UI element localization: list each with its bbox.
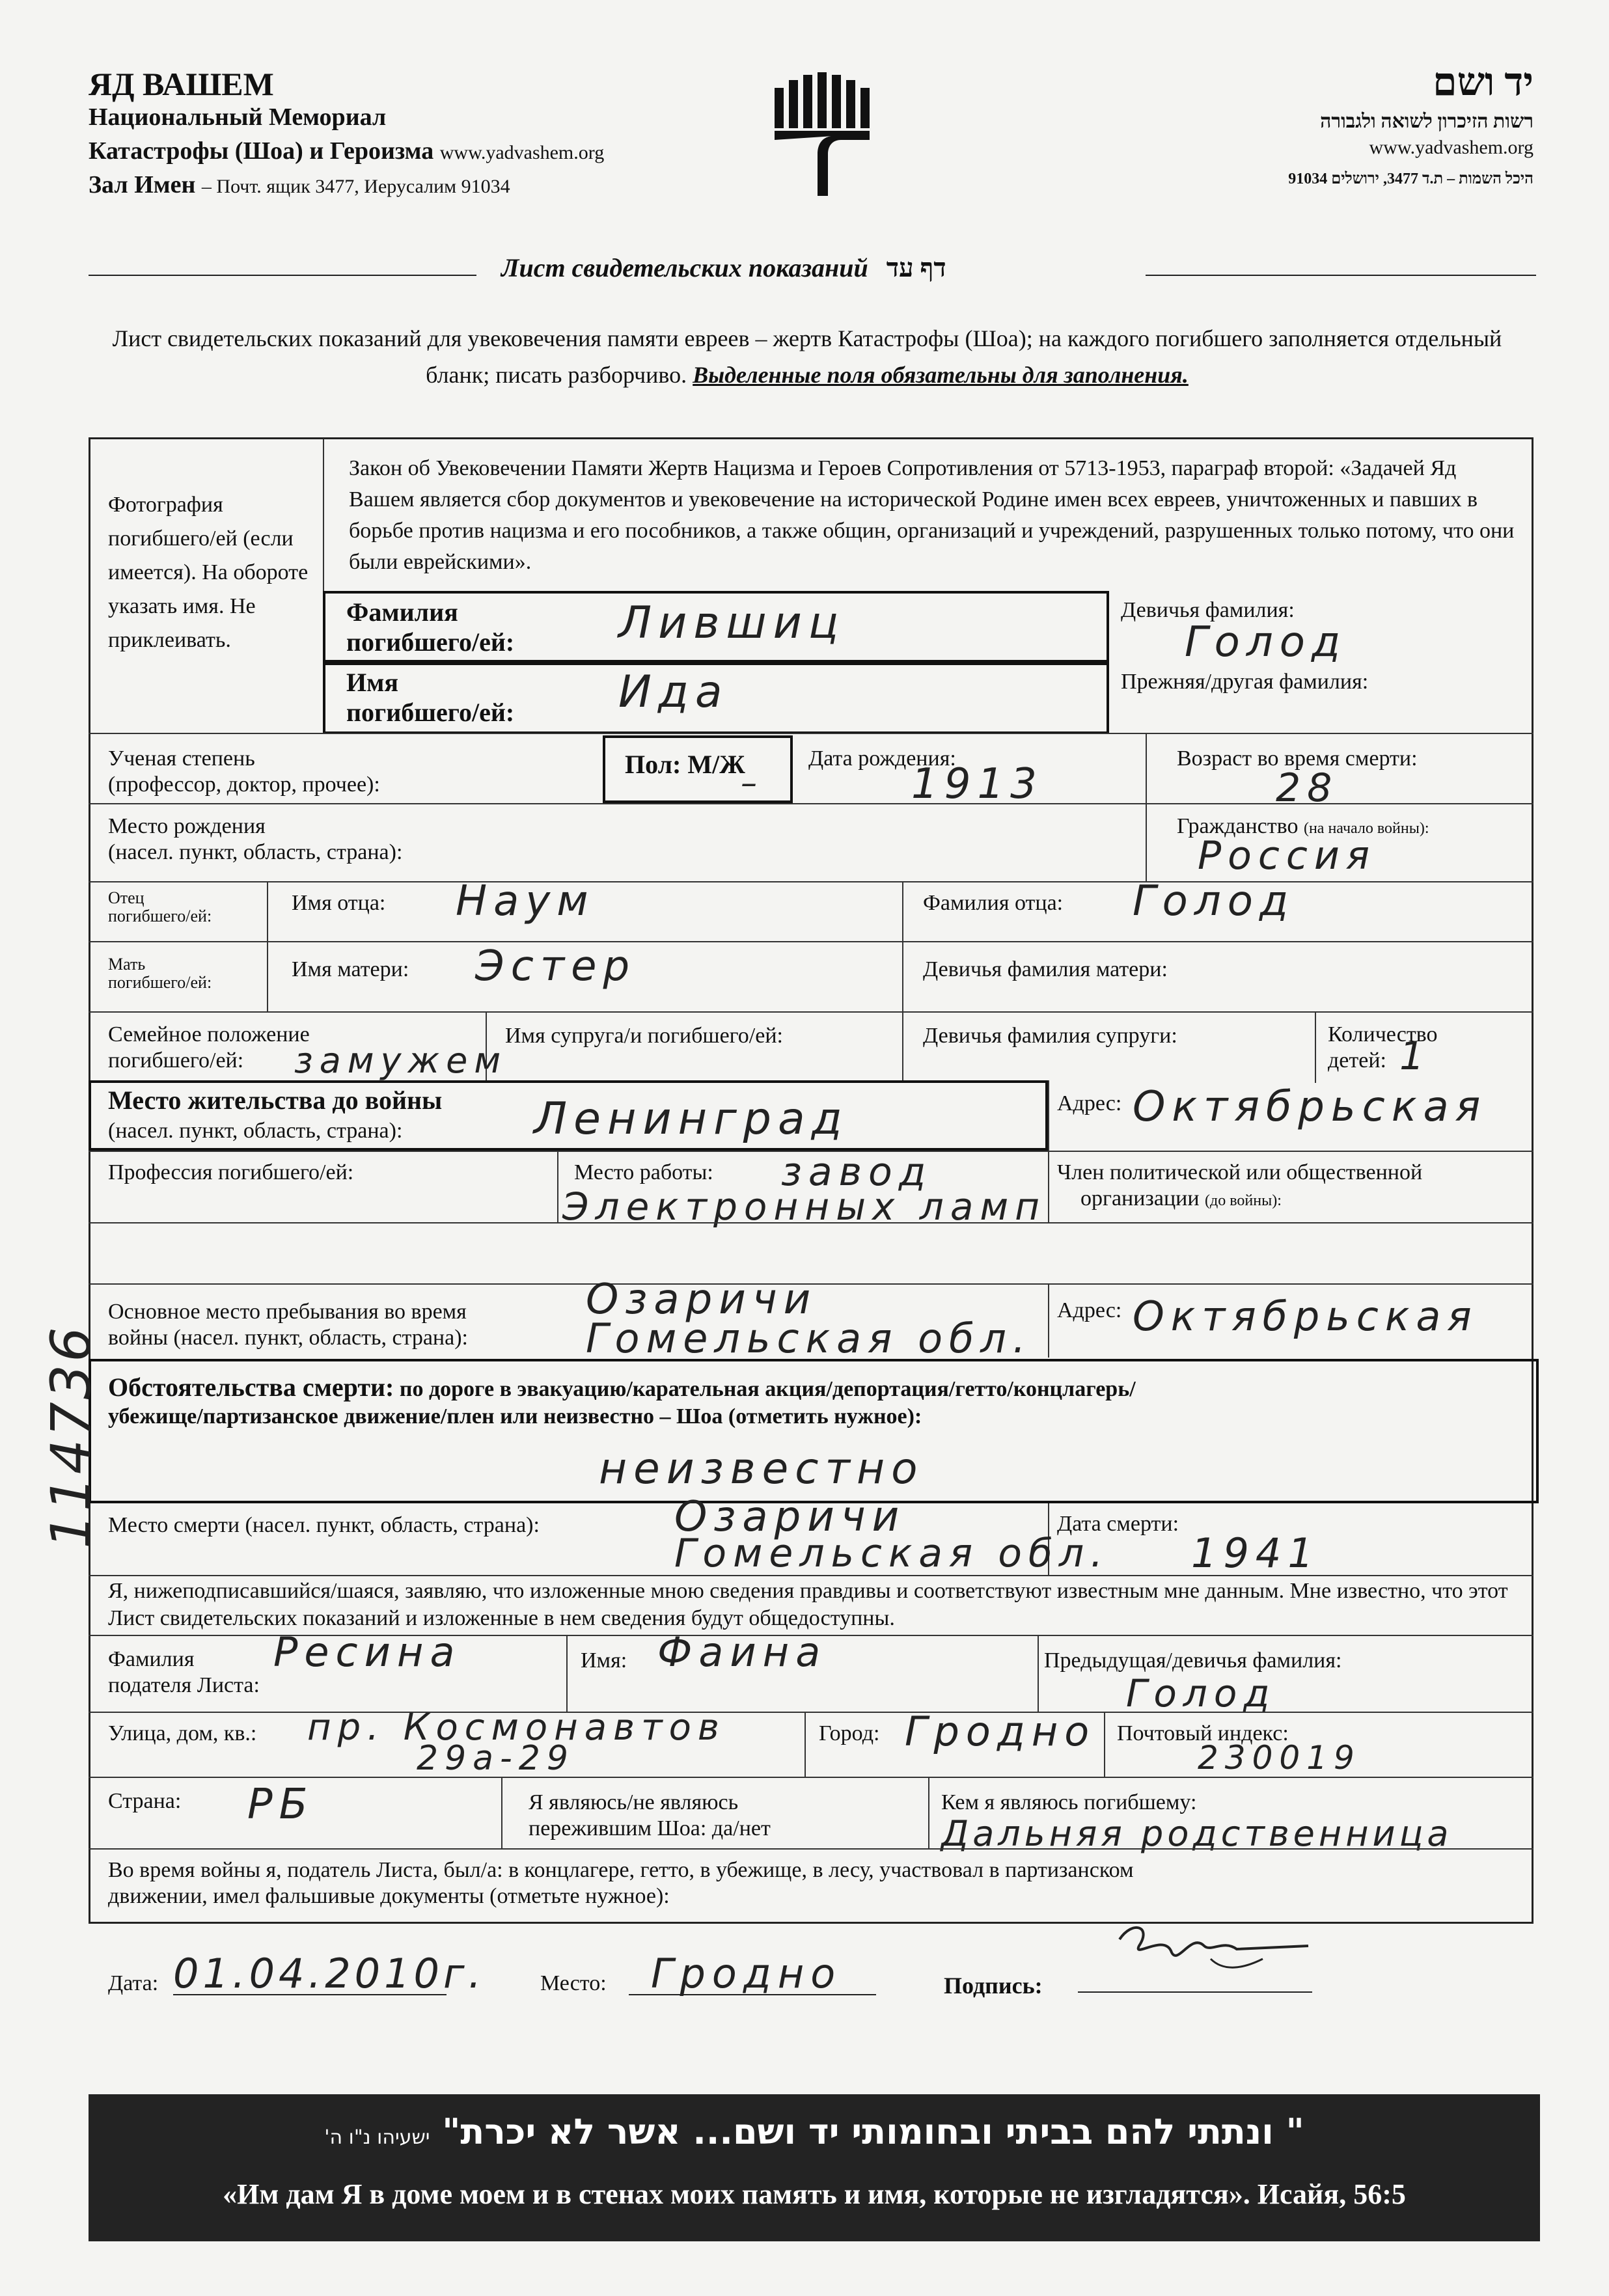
footer-quote-bar <box>89 2094 1540 2241</box>
spouse-name-label: Имя супруга/и погибшего/ей: <box>505 1024 783 1048</box>
birth-date-label: Дата рождения: <box>808 746 956 771</box>
surname-value[interactable]: Лившиц <box>618 597 846 649</box>
other-surname-label: Прежняя/другая фамилия: <box>1121 670 1369 694</box>
title-rule-right <box>1146 275 1536 276</box>
membership-org: организации <box>1080 1186 1200 1210</box>
footer-quote-he <box>89 2111 1540 2152</box>
org-line-3-ru <box>89 171 510 199</box>
col-divider <box>501 1777 502 1848</box>
date-value[interactable]: 01.04.2010г. <box>173 1950 486 1997</box>
submitter-wartime-label: Во время войны я, податель Листа, был/а: в концлагере, гетто, в убежище, в лесу, участвовал в партизанском <box>108 1858 1134 1882</box>
wartime-label-2: войны (насел. пункт, область, страна): <box>108 1326 468 1350</box>
father-name-label: Имя отца: <box>292 891 386 915</box>
place-label: Место: <box>540 1971 607 1995</box>
col-divider <box>1038 1635 1039 1712</box>
sex-mark[interactable]: – <box>741 764 763 802</box>
hall-of-names-label: Зал Имен <box>89 171 196 198</box>
mother-name-value[interactable]: Эстер <box>475 942 637 991</box>
submitter-surname-label-2: подателя Листа: <box>108 1673 260 1697</box>
document-title-he: דף עד <box>886 253 946 282</box>
father-surname-label: Фамилия отца: <box>923 891 1064 915</box>
date-line <box>173 1994 447 1995</box>
surname-label-2: погибшего/ей: <box>346 627 515 657</box>
city-label: Город: <box>819 1721 880 1745</box>
children-label-2: детей: <box>1328 1048 1386 1073</box>
col-divider <box>804 1712 806 1777</box>
row-divider <box>89 803 1533 804</box>
citizenship-label-text: Гражданство <box>1177 814 1299 838</box>
row-divider <box>89 1222 1533 1223</box>
citizenship-value[interactable]: Россия <box>1198 833 1376 879</box>
street-value-2[interactable]: 29а-29 <box>417 1739 575 1778</box>
org-title-he: יד ושם <box>1433 61 1533 103</box>
col-divider <box>1104 1712 1105 1777</box>
membership-label-2 <box>1080 1186 1282 1214</box>
workplace-value-2[interactable]: Электронных ламп <box>562 1184 1047 1229</box>
age-death-label: Возраст во время смерти: <box>1177 746 1418 771</box>
circumstances-label: Обстоятельства смерти: <box>108 1373 394 1402</box>
org-address-he: היכל השמות – ת.ד 3477, ירושלים 91034 <box>1288 171 1533 187</box>
degree-label-2: (профессор, доктор, прочее): <box>108 772 380 797</box>
city-value[interactable]: Гродно <box>905 1708 1096 1755</box>
intro-text <box>104 320 1510 393</box>
marital-value[interactable]: замужем <box>294 1040 508 1081</box>
submitter-surname-label: Фамилия <box>108 1647 195 1671</box>
row-divider <box>89 881 1533 882</box>
row-divider <box>89 1011 1533 1013</box>
col-divider <box>1146 803 1147 881</box>
col-divider <box>1048 1283 1049 1358</box>
col-divider <box>1048 1080 1049 1222</box>
death-date-label: Дата смерти: <box>1057 1512 1179 1536</box>
row-divider <box>89 733 1533 734</box>
first-name-label: Имя <box>346 668 398 697</box>
mother-label-2: погибшего/ей: <box>108 973 212 992</box>
document-title <box>501 253 946 283</box>
father-name-value[interactable]: Наум <box>456 877 595 925</box>
residence-label: Место жительства до войны <box>108 1086 443 1115</box>
degree-label: Ученая степень <box>108 746 255 771</box>
survivor-options[interactable]: да/нет <box>711 1816 771 1840</box>
marital-label: Семейное положение <box>108 1022 310 1046</box>
residence-value[interactable]: Ленинград <box>534 1093 849 1145</box>
org-line-1-ru: Национальный Мемориал <box>89 103 387 131</box>
spouse-maiden-label: Девичья фамилия супруги: <box>923 1024 1177 1048</box>
surname-label: Фамилия <box>346 597 458 627</box>
circumstances-options-2: убежище/партизанское движение/плен или неизвестно – Шоа (отметить нужное): <box>108 1404 922 1428</box>
country-label: Страна: <box>108 1789 182 1813</box>
col-divider <box>566 1635 568 1712</box>
birth-place-label-2: (насел. пункт, область, страна): <box>108 840 403 864</box>
birth-date-value[interactable]: 1913 <box>911 760 1043 808</box>
country-value[interactable]: РБ <box>247 1781 314 1829</box>
org-subtitle-he: רשות הזיכרון לשואה ולגבורה <box>1320 111 1533 132</box>
father-label: Отец <box>108 888 144 907</box>
intro-emphasis: Выделенные поля обязательны для заполнения. <box>693 362 1189 388</box>
birth-place-label: Место рождения <box>108 814 266 838</box>
col-divider <box>1146 733 1147 803</box>
zip-label: Почтовый индекс: <box>1117 1721 1289 1745</box>
mother-label: Мать <box>108 955 146 974</box>
street-label: Улица, дом, кв.: <box>108 1721 257 1745</box>
org-url-ru: www.yadvashem.org <box>439 142 605 163</box>
col-divider <box>928 1777 929 1848</box>
address-value[interactable]: Октябрьская <box>1133 1083 1487 1131</box>
row-divider <box>89 1777 1533 1778</box>
row-divider <box>89 941 1533 942</box>
citizenship-note: (на начало войны): <box>1303 820 1429 837</box>
submitter-wartime-label-2: движении, имел фальшивые документы (отметьте нужное): <box>108 1884 670 1908</box>
maiden-label: Девичья фамилия: <box>1121 598 1295 622</box>
submitter-name-label: Имя: <box>581 1648 627 1673</box>
mother-name-label: Имя матери: <box>292 957 409 981</box>
row-divider <box>89 1712 1533 1713</box>
circumstances-value[interactable]: неизвестно <box>599 1443 924 1494</box>
relation-value[interactable]: Дальняя родственница <box>941 1813 1453 1854</box>
mother-maiden-label: Девичья фамилия матери: <box>923 957 1168 981</box>
marital-label-2: погибшего/ей: <box>108 1048 244 1073</box>
footer-quote-he-text: " ונתתי להם בביתי ובחומותי יד ושם... אשר לא יכרת" <box>442 2111 1304 2152</box>
profession-label: Профессия погибшего/ей: <box>108 1160 354 1184</box>
col-divider <box>557 1151 558 1222</box>
yad-vashem-logo <box>768 68 879 198</box>
row-divider <box>89 1575 1533 1576</box>
title-rule-left <box>89 275 476 276</box>
wartime-value-1[interactable]: Озаричи <box>586 1276 818 1324</box>
first-name-value[interactable]: Ида <box>618 666 729 718</box>
death-place-value-1[interactable]: Озаричи <box>674 1493 906 1541</box>
submitter-name-value[interactable]: Фаина <box>657 1628 827 1676</box>
col-divider <box>902 1011 903 1083</box>
row-divider <box>89 1848 1533 1850</box>
membership-label: Член политической или общественной <box>1057 1160 1423 1184</box>
wartime-value-2[interactable]: Гомельская обл. <box>586 1315 1032 1362</box>
relation-label: Кем я являюсь погибшему: <box>941 1790 1197 1814</box>
document-title-ru: Лист свидетельских показаний <box>501 253 868 282</box>
org-line-2-ru <box>89 137 604 165</box>
stamp-number: 114736 <box>39 1324 103 1549</box>
place-value[interactable]: Гродно <box>651 1950 842 1997</box>
submitter-prev-label: Предыдущая/девичья фамилия: <box>1044 1648 1342 1673</box>
circumstances-options-1: по дороге в эвакуацию/карательная акция/депортация/гетто/концлагерь/ <box>399 1377 1136 1401</box>
street-value-1[interactable]: пр. Космонавтов <box>307 1706 726 1749</box>
children-value[interactable]: 1 <box>1399 1033 1431 1079</box>
zip-value[interactable]: 230019 <box>1198 1739 1361 1777</box>
signature-label: Подпись: <box>944 1973 1043 1999</box>
death-date-value[interactable]: 1941 <box>1191 1529 1320 1577</box>
first-name-label-2: погибшего/ей: <box>346 698 515 727</box>
workplace-value-1[interactable]: завод <box>781 1149 933 1195</box>
photo-note: Фотография погибшего/ей (если имеется). На обороте указать имя. Не приклеивать. <box>108 493 309 652</box>
survivor-label: Я являюсь/не являюсь <box>529 1790 739 1814</box>
circumstances-line-1 <box>108 1372 1136 1402</box>
col-divider <box>902 881 903 1011</box>
org-title-ru: ЯД ВАШЕМ <box>89 66 274 102</box>
signature-line <box>1078 1991 1312 1993</box>
org-address-ru: – Почт. ящик 3477, Иерусалим 91034 <box>201 176 510 197</box>
survivor-label-2 <box>529 1816 771 1842</box>
footer-quote-ru: «Им дам Я в доме моем и в стенах моих память и имя, которые не изгладятся». Исайя, 56:5 <box>223 2178 1406 2210</box>
sex-label: Пол: М/Ж <box>625 750 745 779</box>
intro-main: Лист свидетельских показаний для увековечения памяти евреев – жертв Катастрофы (Шоа); на каждого погибшего заполняется отдельный бланк; писать разборчиво. <box>112 325 1502 388</box>
maiden-value[interactable]: Голод <box>1185 618 1347 666</box>
workplace-label: Место работы: <box>574 1160 713 1184</box>
survivor-label-text: пережившим Шоа: <box>529 1816 707 1840</box>
age-death-value[interactable]: 28 <box>1276 765 1339 811</box>
signature-mark <box>1093 1913 1341 1985</box>
residence-label-2: (насел. пункт, область, страна): <box>108 1119 403 1143</box>
org-url-he: www.yadvashem.org <box>1369 137 1533 158</box>
death-place-value-2[interactable]: Гомельская обл. <box>674 1531 1110 1576</box>
wartime-label: Основное место пребывания во время <box>108 1300 467 1324</box>
declaration-text: Я, нижеподписавшийся/шаяся, заявляю, что изложенные мною сведения правдивы и соответствуют известным мне данным. Мне известно, что этот Лист свидетельских показаний и изложенные в нем сведения будут общедоступны. <box>108 1579 1508 1630</box>
father-surname-value[interactable]: Голод <box>1133 877 1295 925</box>
col-divider <box>267 881 268 1011</box>
submitter-prev-value[interactable]: Голод <box>1126 1671 1276 1715</box>
address-label: Адрес: <box>1057 1091 1122 1115</box>
father-label-2: погибшего/ей: <box>108 907 212 925</box>
col-divider <box>1315 1011 1316 1083</box>
date-label: Дата: <box>108 1971 159 1995</box>
law-text: Закон об Увековечении Памяти Жертв Нацизма и Героев Сопротивления от 5713-1953, параграф второй: «Задачей Яд Вашем является сбор документов и увековечение на исторической Родине имен всех евреев, уничтоженных и павших в борьбе против нацизма и его пособников, а также общин, организаций и учреждений, разрушенных только потому, что они были еврейскими». <box>349 456 1515 574</box>
children-label: Количество <box>1328 1022 1438 1046</box>
footer-quote-he-ref: ישעיהו נ"ו ה' <box>324 2126 430 2149</box>
address-2-value[interactable]: Октябрьская <box>1133 1292 1478 1340</box>
submitter-surname-value[interactable]: Ресина <box>273 1628 461 1676</box>
address-2-label: Адрес: <box>1057 1298 1122 1322</box>
death-place-label: Место смерти (насел. пункт, область, страна): <box>108 1513 540 1537</box>
place-line <box>629 1994 876 1995</box>
membership-note: (до войны): <box>1205 1192 1282 1209</box>
org-line-2-text: Катастрофы (Шоа) и Героизма <box>89 137 434 165</box>
